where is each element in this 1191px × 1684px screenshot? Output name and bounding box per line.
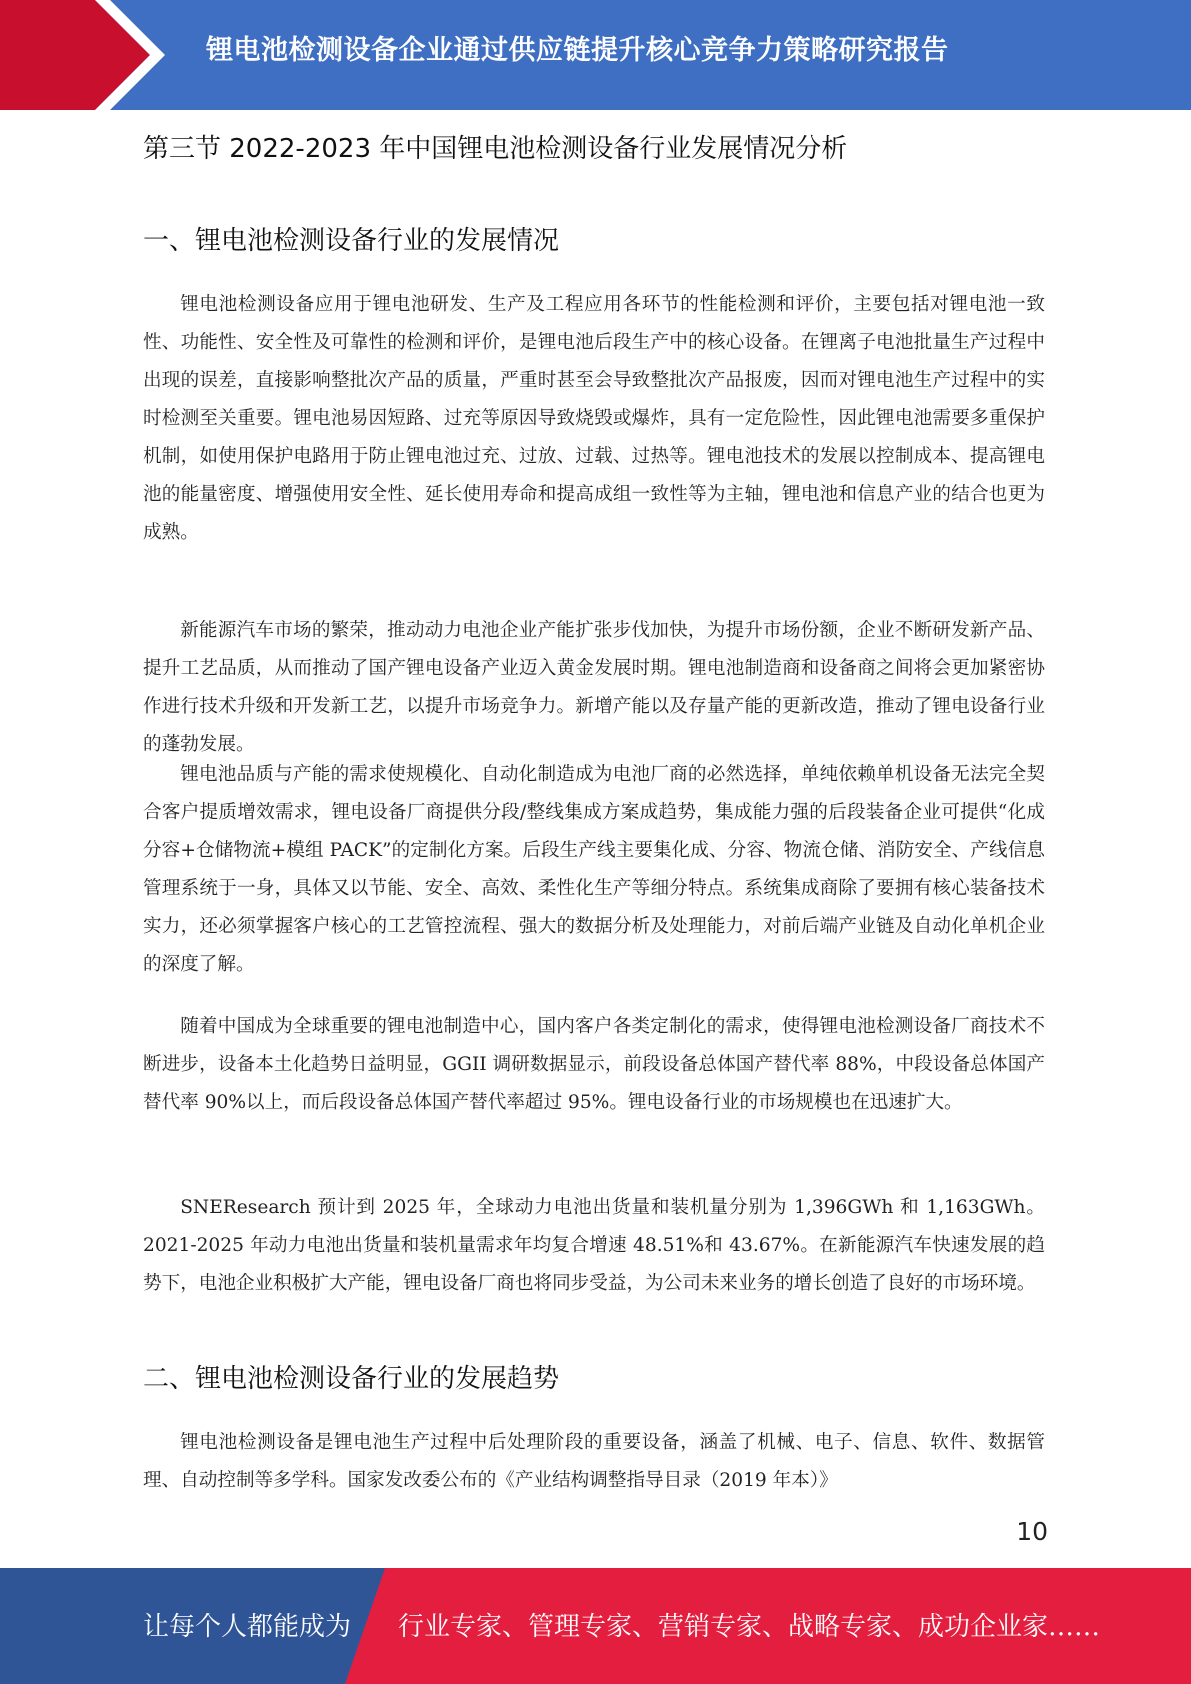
paragraph-1: 锂电池检测设备应用于锂电池研发、生产及工程应用各环节的性能检测和评价，主要包括对锂电池一致性、功能性、安全性及可靠性的检测和评价，是锂电池后段生产中的核心设备。在锂离子电池批量生产过程中出现的误差，直接影响整批次产品的质量，严重时甚至会导致整批次产品报废，因而对锂电池生产过程中的实时检测至关重要。锂电池易因短路、过充等原因导致烧毁或爆炸，具有一定危险性，因此锂电池需要多重保护机制，如使用保护电路用于防止锂电池过充、过放、过载、过热等。锂电池技术的发展以控制成本、提高锂电池的能量密度、增强使用安全性、延长使用寿命和提高成组一致性等为主轴，锂电池和信息产业的结合也更为成熟。 [143, 294, 1045, 543]
paragraph-2: 新能源汽车市场的繁荣，推动动力电池企业产能扩张步伐加快，为提升市场份额，企业不断研发新产品、提升工艺品质，从而推动了国产锂电设备产业迈入黄金发展时期。锂电池制造商和设备商之间将会更加紧密协作进行技术升级和开发新工艺，以提升市场竞争力。新增产能以及存量产能的更新改造，推动了锂电设备行业的蓬勃发展。 [143, 620, 1045, 755]
paragraph-4: 随着中国成为全球重要的锂电池制造中心，国内客户各类定制化的需求，使得锂电池检测设备厂商技术不断进步，设备本土化趋势日益明显，GGII 调研数据显示，前段设备总体国产替代率 88%，中段设备总体国产替代率 90%以上，而后段设备总体国产替代率超过 95%。锂电设备行业的市场规模也在迅速扩大。 [143, 1016, 1045, 1113]
paragraph-3: 锂电池品质与产能的需求使规模化、自动化制造成为电池厂商的必然选择，单纯依赖单机设备无法完全契合客户提质增效需求，锂电设备厂商提供分段/整线集成方案成趋势，集成能力强的后段装备企业可提供“化成分容+仓储物流+模组 PACK”的定制化方案。后段生产线主要集化成、分容、物流仓储、消防安全、产线信息管理系统于一身，具体又以节能、安全、高效、柔性化生产等细分特点。系统集成商除了要拥有核心装备技术实力，还必须掌握客户核心的工艺管控流程、强大的数据分析及处理能力，对前后端产业链及自动化单机企业的深度了解。 [143, 764, 1045, 975]
page-footer [0, 1568, 1191, 1684]
paragraph-5: SNEResearch 预计到 2025 年，全球动力电池出货量和装机量分别为 1,396GWh 和 1,163GWh。2021-2025 年动力电池出货量和装机量需求年均复合增速 48.51%和 43.67%。在新能源汽车快速发展的趋势下，电池企业积极扩大产能，锂电设备厂商也将同步受益，为公司未来业务的增长创造了良好的市场环境。 [143, 1197, 1045, 1294]
heading-development-trend: 二、锂电池检测设备行业的发展趋势 [143, 1364, 560, 1394]
footer-slogan-left: 让每个人都能成为 [143, 1612, 352, 1642]
section-title: 第三节 2022-2023 年中国锂电池检测设备行业发展情况分析 [143, 134, 848, 164]
report-title: 锂电池检测设备企业通过供应链提升核心竞争力策略研究报告 [206, 35, 949, 66]
page-number: 10 [1016, 1517, 1048, 1546]
page-header [0, 0, 1191, 110]
heading-development-status: 一、锂电池检测设备行业的发展情况 [143, 226, 560, 256]
footer-slogan-right: 行业专家、管理专家、营销专家、战略专家、成功企业家…… [398, 1612, 1101, 1642]
paragraph-6: 锂电池检测设备是锂电池生产过程中后处理阶段的重要设备，涵盖了机械、电子、信息、软件、数据管理、自动控制等多学科。国家发改委公布的《产业结构调整指导目录（2019 年本）》 [143, 1432, 1045, 1491]
